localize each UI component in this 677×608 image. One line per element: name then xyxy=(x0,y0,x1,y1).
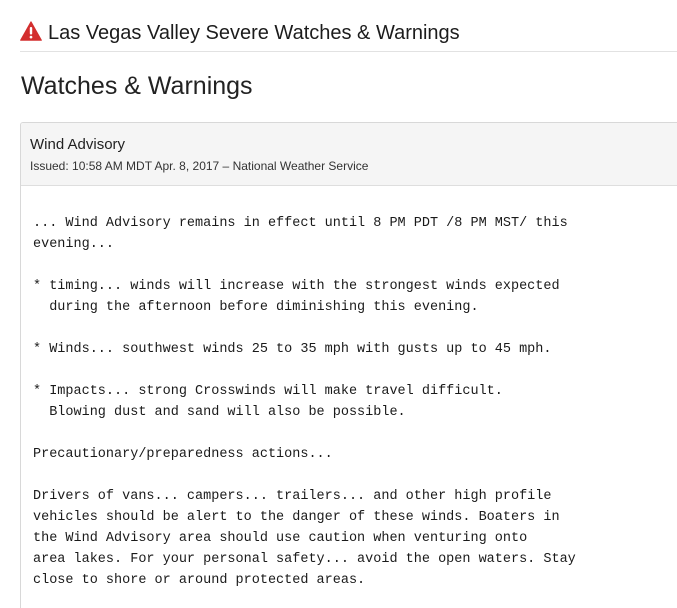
alert-header-title: Las Vegas Valley Severe Watches & Warnings xyxy=(48,22,460,44)
advisory-card xyxy=(20,122,677,608)
advisory-issued: Issued: 10:58 AM MDT Apr. 8, 2017 – National Weather Service xyxy=(30,159,369,173)
advisory-card-body xyxy=(21,186,677,591)
advisory-text: ... Wind Advisory remains in effect until 8 PM PDT /8 PM MST/ this evening... * timing... winds will increase with the strongest winds expected during the afternoon before diminishing this evening. * Winds... southwest winds 25 to 35 mph with gusts up to 45 mph. * Impacts... strong Crosswinds will make travel difficult. Blowing dust and sand will also be possible. Precautionary/preparedness actions... Drivers of vans... campers... trailers... and other high profile vehicles should be alert to the danger of these winds. Boaters in the Wind Advisory area should use caution when venturing onto area lakes. For your personal safety... avoid the open waters. Stay close to shore or around protected areas. xyxy=(33,216,576,588)
advisory-card-header xyxy=(21,123,677,186)
alert-header xyxy=(20,20,677,52)
warning-triangle-icon xyxy=(20,21,42,41)
advisory-title: Wind Advisory xyxy=(30,136,126,153)
section-heading: Watches & Warnings xyxy=(21,72,253,100)
